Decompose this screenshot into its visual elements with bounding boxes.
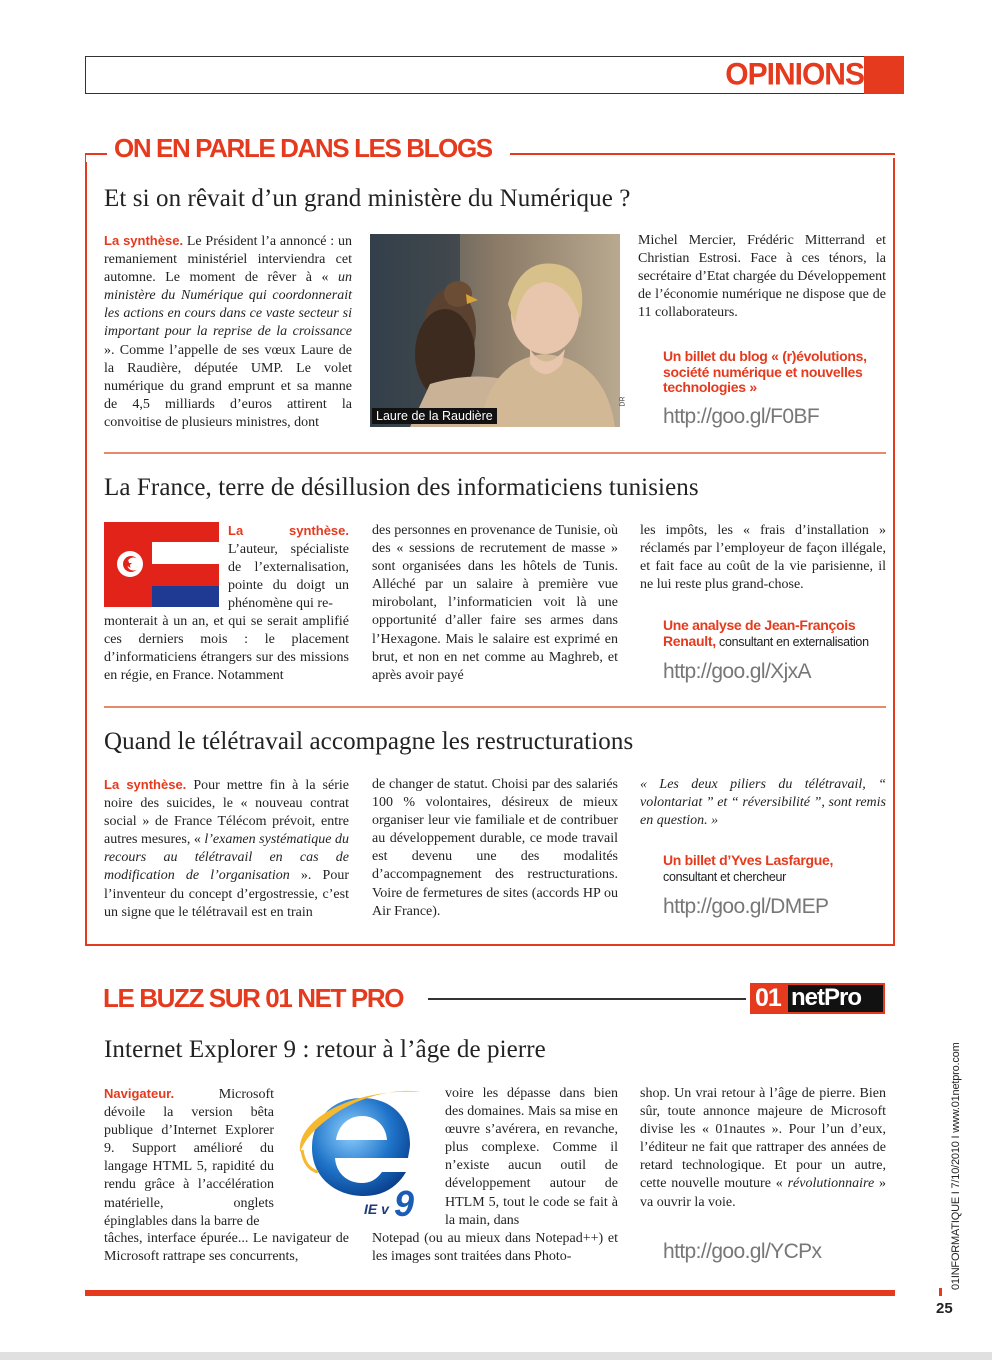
article2-billet: Une analyse de Jean-François Renault, consultant en externalisation bbox=[663, 617, 869, 649]
buzz-headline: Internet Explorer 9 : retour à l’âge de pierre bbox=[104, 1036, 546, 1063]
photo-credit: DR bbox=[619, 396, 627, 407]
article2-col2: des personnes en provenance de Tunisie, où des « sessions de recrutement de masse » sont organisées dans les hôtels de Tunis. Alléché par un salaire à première vue mirobolant, l’informaticien voit là une opportunité d’aller faire ses armes dans l’Hexagone. Mais le salaire est exprimé en brut, et non en net comme au Maghreb, et après avoir payé bbox=[372, 523, 618, 683]
separator bbox=[104, 706, 886, 708]
section-tab bbox=[864, 56, 904, 94]
photo-caption: Laure de la Raudière bbox=[372, 408, 497, 424]
01netpro-logo: 01 netPro bbox=[750, 983, 885, 1014]
article2-col1-bottom: monterait à un an, et qui se serait amplifié ces derniers mois : le placement d’informaticiens étrangers sur des missions en régie, en France. Notamment bbox=[104, 614, 349, 684]
bottom-rule bbox=[85, 1290, 895, 1296]
article2-col3: les impôts, les « frais d’installation » réclamés par l’employeur de façon illégale, et fait face au coût de la vie parisienne, il ne lui reste plus grand-chose. bbox=[640, 523, 886, 593]
buzz-col2-bottom: Notepad (ou au mieux dans Notepad++) et les images sont traitées dans Photo- bbox=[372, 1231, 618, 1265]
side-publication-info: 01INFORMATIQUE I 7/10/2010 I www.01netpro.com bbox=[950, 1042, 962, 1290]
buzz-title: LE BUZZ SUR 01 NET PRO bbox=[103, 983, 404, 1013]
article2-headline: La France, terre de désillusion des informaticiens tunisiens bbox=[104, 474, 699, 501]
separator bbox=[104, 452, 886, 454]
buzz-col3: shop. Un vrai retour à l’âge de pierre. Bien sûr, toute annonce majeure de Microsoft divise les « 01nautes ». Pour l’un d’eux, l’éditeur ne fait que rattraper des années de retard technologique. Et pour un autre, cette nouvelle mouture « révolutionnaire » va ouvrir la voie. bbox=[640, 1086, 886, 1210]
side-marker bbox=[939, 1288, 942, 1296]
blogs-title: ON EN PARLE DANS LES BLOGS bbox=[114, 133, 492, 163]
buzz-col1-bottom: tâches, interface épurée... Le navigateur de Microsoft rattrape ses concurrents, bbox=[104, 1231, 349, 1265]
svg-text:9: 9 bbox=[394, 1183, 415, 1220]
article1-photo bbox=[370, 234, 620, 427]
article3-headline: Quand le télétravail accompagne les restructurations bbox=[104, 728, 634, 755]
article3-col1: La synthèse. Pour mettre fin à la série noire des suicides, le « nouveau contrat social » de France Télécom prévoit, entre autres mesures, « l’examen systématique du recours au télétravail en cas de modification de l’organisation ». Pour l’inventeur du concept d’ergostressie, c’est un signe que le télétravail est en train bbox=[104, 777, 349, 920]
article1-url[interactable]: http://goo.gl/F0BF bbox=[663, 405, 820, 428]
buzz-url[interactable]: http://goo.gl/YCPx bbox=[663, 1240, 822, 1263]
article3-url[interactable]: http://goo.gl/DMEP bbox=[663, 895, 829, 918]
svg-text:IE v: IE v bbox=[364, 1201, 389, 1217]
page-number: 25 bbox=[936, 1300, 953, 1317]
article1-col1: La synthèse. Le Président l’a annoncé : un remaniement ministériel interviendra cet automne. Le moment de rêver à « un ministère du Numérique qui coordonnerait les actions en cours dans ce vaste secteur si important pour la reprise de la croissance ». Comme l’appelle de ses vœux Laure de la Raudière, députée UMP. Le volet numérique du grand emprunt et sa manne de 4,5 milliards d’euros attirent la convoitise de plusieurs ministres, dont bbox=[104, 233, 352, 430]
section-label: OPINIONS bbox=[725, 57, 864, 92]
tunisia-france-flag bbox=[104, 522, 219, 607]
buzz-rule bbox=[428, 998, 746, 1000]
buzz-col1-top: Navigateur. Microsoft dévoile la version bêta publique d’Internet Explorer 9. Support amélioré du langage HTML 5, rapidité du rendu grâce à l’accélération matérielle, onglets épinglables dans la barre de bbox=[104, 1086, 274, 1229]
page-edge bbox=[0, 1352, 992, 1360]
article1-headline: Et si on rêvait d’un grand ministère du Numérique ? bbox=[104, 185, 631, 212]
article1-col3: Michel Mercier, Frédéric Mitterrand et Christian Estrosi. Face à ces ténors, la secrétaire d’Etat chargée du Développement de l’économie numérique ne dispose que de 11 collaborateurs. bbox=[638, 233, 886, 321]
ie9-logo bbox=[292, 1080, 432, 1220]
buzz-col2-top: voire les dépasse dans bien des domaines. Mais sa mise en œuvre s’avérera, en revanche, plus complexe. Comme il n’existe aucun outil de développement autour de HTLM 5, tout le code se fait à la main, dans bbox=[445, 1086, 618, 1228]
article2-url[interactable]: http://goo.gl/XjxA bbox=[663, 660, 811, 683]
article2-col1-top: La synthèse. L’auteur, spécialiste de l’externalisation, pointe du doigt un phénomène qui re- bbox=[228, 523, 349, 612]
article1-billet: Un billet du blog « (r)évolutions, société numérique et nouvelles technologies » bbox=[663, 348, 867, 395]
article3-col3: « Les deux piliers du télétravail, “ volontariat ” et “ réversibilité ”, sont remis en question. » bbox=[640, 777, 886, 829]
article3-col2: de changer de statut. Choisi par des salariés 100 % volontaires, désireux de mieux organiser leur vie familiale et de contribuer au développement durable, ce mode travail est devenu une des modalités d’accompagnement des restructurations. Voire de fermetures de sites (accords HP ou Air France). bbox=[372, 777, 618, 919]
article3-billet: Un billet d’Yves Lasfargue, consultant et chercheur bbox=[663, 852, 834, 884]
